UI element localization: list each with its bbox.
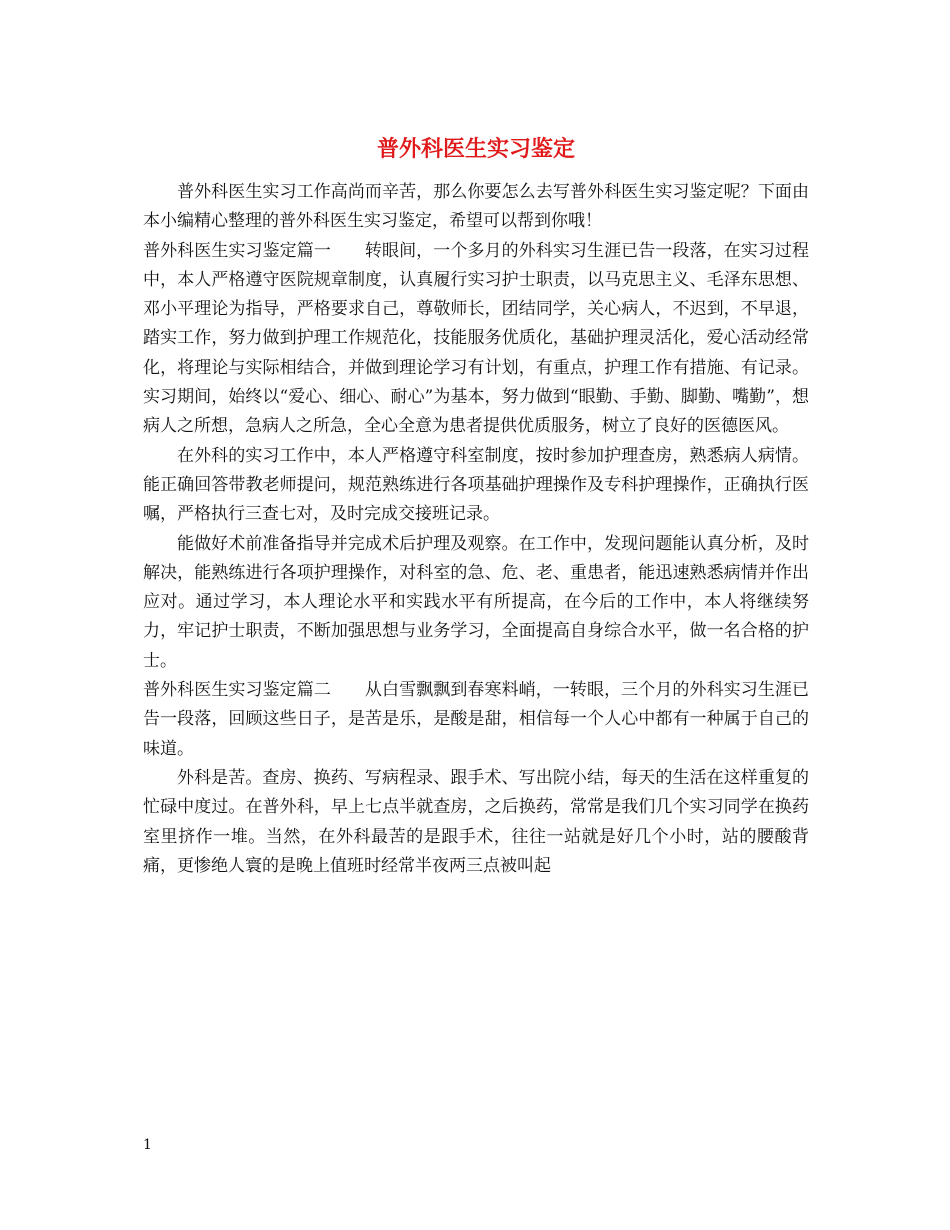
section1-paragraph-1: 转眼间，一个多月的外科实习生涯已告一段落，在实习过程中，本人严格遵守医院规章制度，认真履行实习护士职责，以马克思主义、毛泽东思想、邓小平理论为指导，严格要求自己，尊敬师长，团结同学，关心病人，不迟到，不早退，踏实工作，努力做到护理工作规范化，技能服务优质化，基础护理灵活化，爱心活动经常化，将理论与实际相结合，并做到理论学习有计划，有重点，护理工作有措施、有记录。实习期间，始终以“爱心、细心、耐心”为基本，努力做到“眼勤、手勤、脚勤、嘴勤”，想病人之所想，急病人之所急，全心全意为患者提供优质服务，树立了良好的医德医风。 bbox=[143, 240, 810, 437]
section2-first-paragraph bbox=[143, 676, 809, 764]
section2-paragraph-1: 从白雪飘飘到春寒料峭，一转眼，三个月的外科实习生涯已告一段落，回顾这些日子，是苦是乐，是酸是甜，相信每一个人心中都有一种属于自己的味道。 bbox=[143, 680, 810, 759]
section1-first-paragraph bbox=[143, 237, 809, 442]
section2-paragraph-2: 外科是苦。查房、换药、写病程录、跟手术、写出院小结，每天的生活在这样重复的忙碌中度过。在普外科，早上七点半就查房，之后换药，常常是我们几个实习同学在换药室里挤作一堆。当然，在外科最苦的是跟手术，往往一站就是好几个小时，站的腰酸背痛，更惨绝人寰的是晚上值班时经常半夜两三点被叫起 bbox=[143, 767, 809, 876]
section1-paragraph-3: 能做好术前准备指导并完成术后护理及观察。在工作中，发现问题能认真分析，及时解决，能熟练进行各项护理操作，对科室的急、危、老、重患者，能迅速熟悉病情并作出应对。通过学习，本人理论水平和实践水平有所提高，在今后的工作中，本人将继续努力，牢记护士职责，不断加强思想与业务学习，全面提高自身综合水平，做一名合格的护士。 bbox=[143, 533, 809, 671]
page-number: 1 bbox=[143, 1137, 152, 1153]
section1-heading: 普外科医生实习鉴定篇一 bbox=[143, 240, 331, 261]
section1-paragraph-2: 在外科的实习工作中，本人严格遵守科室制度，按时参加护理查房，熟悉病人病情。能正确回答带教老师提问，规范熟练进行各项基础护理操作及专科护理操作，正确执行医嘱，严格执行三查七对，及时完成交接班记录。 bbox=[143, 445, 809, 525]
intro-paragraph: 普外科医生实习工作高尚而辛苦，那么你要怎么去写普外科医生实习鉴定呢？下面由本小编精心整理的普外科医生实习鉴定，希望可以帮到你哦！ bbox=[143, 182, 809, 232]
document-page bbox=[143, 0, 809, 1230]
document-title: 普外科医生实习鉴定 bbox=[376, 136, 575, 162]
document-body bbox=[143, 178, 809, 881]
section2-heading: 普外科医生实习鉴定篇二 bbox=[143, 680, 331, 701]
